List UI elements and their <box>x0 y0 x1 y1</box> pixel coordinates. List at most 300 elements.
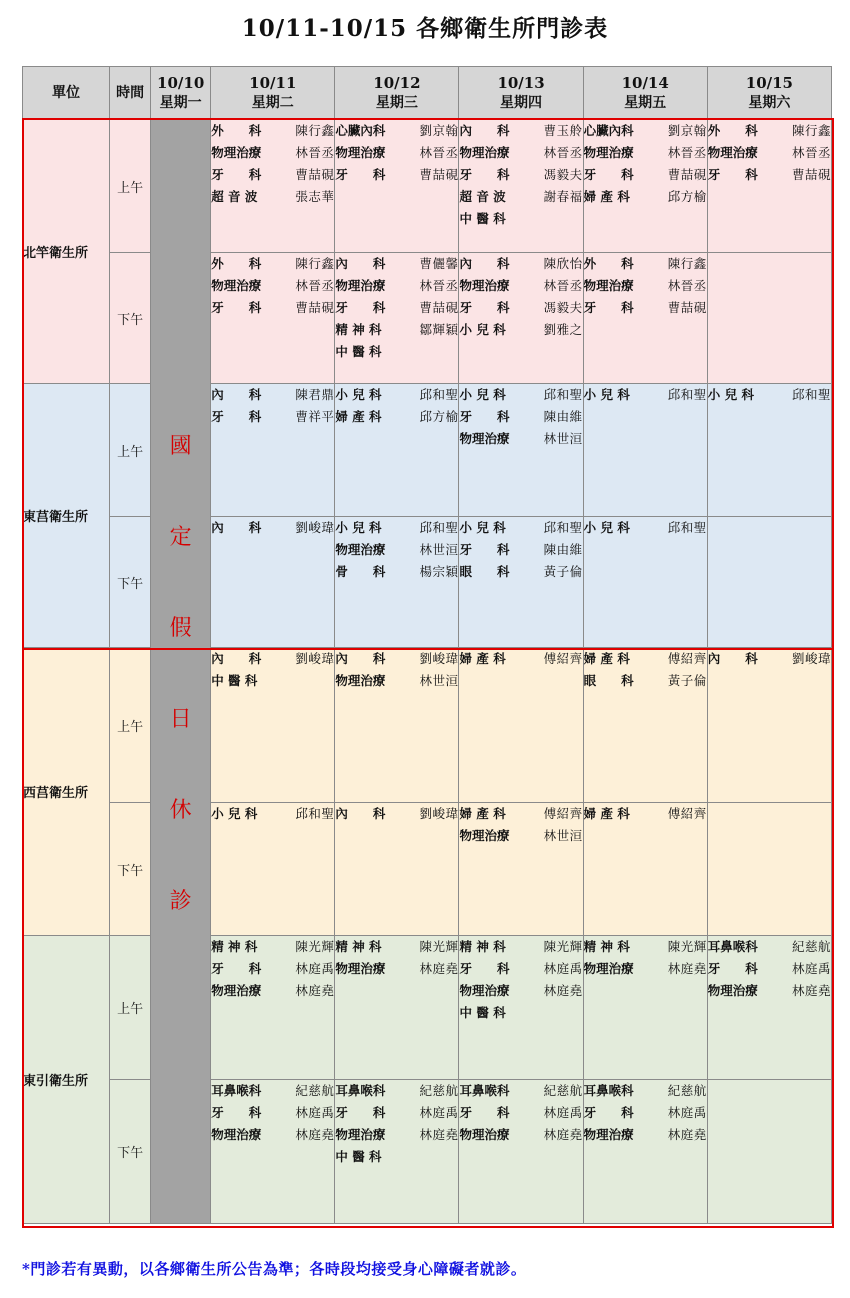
department: 耳鼻喉科 <box>583 1083 634 1098</box>
day-header: 10/11 星期二 <box>211 67 335 120</box>
page-title: 10/11-10/15 各鄉衛生所門診表 <box>241 15 609 42</box>
department: 小 兒 科 <box>583 387 630 402</box>
doctor-name: 傅紹齊 <box>543 651 583 666</box>
doctor-name: 紀慈航 <box>295 1083 335 1098</box>
clinic-entry <box>335 1080 458 1102</box>
schedule-cell <box>707 1080 831 1224</box>
clinic-entry <box>459 980 582 1002</box>
department: 內 科 <box>459 123 510 138</box>
time-slot: 下午 <box>110 253 151 384</box>
clinic-entry <box>211 648 334 670</box>
department: 牙 科 <box>335 300 386 315</box>
schedule-cell <box>707 648 831 803</box>
clinic-entry <box>211 275 334 297</box>
doctor-name: 劉京翰 <box>419 123 459 138</box>
schedule-cell <box>707 120 831 253</box>
doctor-name: 謝春福 <box>543 189 583 204</box>
schedule-cell <box>335 1080 459 1224</box>
department: 內 科 <box>335 256 386 271</box>
clinic-entry <box>584 384 707 406</box>
schedule-cell <box>707 803 831 936</box>
clinic-entry <box>459 406 582 428</box>
department: 牙 科 <box>211 409 262 424</box>
department: 婦 產 科 <box>335 409 382 424</box>
doctor-name: 林庭禹 <box>667 1105 707 1120</box>
schedule-row <box>23 253 832 384</box>
day-header: 10/15 星期六 <box>707 67 831 120</box>
doctor-name: 林庭禹 <box>295 961 335 976</box>
time-header: 時間 <box>110 67 151 120</box>
schedule-cell <box>583 120 707 253</box>
clinic-entry <box>335 958 458 980</box>
department: 牙 科 <box>459 961 510 976</box>
doctor-name: 邱和聖 <box>667 520 707 535</box>
department: 精 神 科 <box>583 939 630 954</box>
department: 骨 科 <box>335 564 386 579</box>
schedule-cell <box>583 1080 707 1224</box>
department: 中 醫 科 <box>335 344 382 359</box>
department: 內 科 <box>335 806 386 821</box>
department: 牙 科 <box>459 542 510 557</box>
department: 牙 科 <box>211 300 262 315</box>
doctor-name: 陳欣怡 <box>543 256 583 271</box>
clinic-entry <box>584 936 707 958</box>
department: 小 兒 科 <box>335 520 382 535</box>
schedule-cell <box>211 648 335 803</box>
doctor-name: 林庭禹 <box>543 1105 583 1120</box>
clinic-entry <box>335 539 458 561</box>
clinic-entry <box>459 208 582 230</box>
doctor-name: 林晉丞 <box>295 278 335 293</box>
clinic-entry <box>459 1124 582 1146</box>
doctor-name: 傅紹齊 <box>667 806 707 821</box>
department: 物理治療 <box>335 673 386 688</box>
clinic-entry <box>335 406 458 428</box>
doctor-name: 林晉丞 <box>543 278 583 293</box>
department: 精 神 科 <box>211 939 258 954</box>
doctor-name: 邱和聖 <box>791 387 831 402</box>
clinic-entry <box>708 936 831 958</box>
clinic-entry <box>708 958 831 980</box>
clinic-entry <box>459 1080 582 1102</box>
clinic-entry <box>584 120 707 142</box>
department: 婦 產 科 <box>583 651 630 666</box>
doctor-name: 林晉丞 <box>667 145 707 160</box>
unit-name: 北竿衛生所 <box>23 120 110 384</box>
doctor-name: 林庭堯 <box>295 983 335 998</box>
doctor-name: 林庭堯 <box>667 1127 707 1142</box>
clinic-entry <box>584 648 707 670</box>
department: 超 音 波 <box>459 189 506 204</box>
doctor-name: 劉峻瑋 <box>791 651 831 666</box>
clinic-entry <box>459 517 582 539</box>
department: 牙 科 <box>583 1105 634 1120</box>
clinic-entry <box>211 406 334 428</box>
clinic-entry <box>459 164 582 186</box>
holiday-char: 診 <box>169 888 192 914</box>
clinic-entry <box>459 539 582 561</box>
clinic-entry <box>211 297 334 319</box>
schedule-cell <box>707 517 831 648</box>
department: 婦 產 科 <box>459 651 506 666</box>
department: 外 科 <box>211 123 262 138</box>
clinic-entry <box>335 648 458 670</box>
time-slot: 下午 <box>110 803 151 936</box>
doctor-name: 曹喆硯 <box>295 167 335 182</box>
schedule-cell <box>335 936 459 1080</box>
doctor-name: 林庭堯 <box>543 1127 583 1142</box>
department: 物理治療 <box>335 1127 386 1142</box>
department: 眼 科 <box>459 564 510 579</box>
schedule-cell <box>707 384 831 517</box>
department: 牙 科 <box>335 167 386 182</box>
clinic-entry <box>708 120 831 142</box>
schedule-cell <box>583 253 707 384</box>
clinic-entry <box>335 275 458 297</box>
clinic-entry <box>211 1102 334 1124</box>
doctor-name: 紀慈航 <box>791 939 831 954</box>
department: 物理治療 <box>583 961 634 976</box>
time-slot: 上午 <box>110 936 151 1080</box>
clinic-entry <box>459 384 582 406</box>
department: 物理治療 <box>211 1127 262 1142</box>
department: 內 科 <box>459 256 510 271</box>
holiday-column <box>151 120 211 1224</box>
department: 小 兒 科 <box>459 387 506 402</box>
doctor-name: 劉峻瑋 <box>419 651 459 666</box>
schedule-row <box>23 648 832 803</box>
schedule-cell <box>459 253 583 384</box>
clinic-entry <box>459 428 582 450</box>
time-slot: 上午 <box>110 648 151 803</box>
clinic-entry <box>459 561 582 583</box>
doctor-name: 曹喆硯 <box>295 300 335 315</box>
time-slot: 下午 <box>110 1080 151 1224</box>
department: 物理治療 <box>459 828 510 843</box>
department: 物理治療 <box>583 278 634 293</box>
doctor-name: 陳行鑫 <box>791 123 831 138</box>
doctor-name: 邱和聖 <box>543 387 583 402</box>
doctor-name: 林晉丞 <box>419 278 459 293</box>
doctor-name: 紀慈航 <box>419 1083 459 1098</box>
doctor-name: 林世洹 <box>419 542 459 557</box>
doctor-name: 林晉丞 <box>295 145 335 160</box>
doctor-name: 陳君鼎 <box>295 387 335 402</box>
schedule-cell <box>459 517 583 648</box>
clinic-entry <box>459 253 582 275</box>
department: 牙 科 <box>583 167 634 182</box>
schedule-cell <box>335 517 459 648</box>
department: 心臟內科 <box>583 123 634 138</box>
clinic-entry <box>459 803 582 825</box>
doctor-name: 馮毅夫 <box>543 300 583 315</box>
department: 中 醫 科 <box>459 211 506 226</box>
holiday-char: 假 <box>169 615 192 641</box>
doctor-name: 邱和聖 <box>543 520 583 535</box>
department: 外 科 <box>583 256 634 271</box>
schedule-cell <box>335 253 459 384</box>
doctor-name: 邱和聖 <box>419 520 459 535</box>
clinic-entry <box>459 1102 582 1124</box>
clinic-entry <box>335 670 458 692</box>
clinic-entry <box>335 1124 458 1146</box>
doctor-name: 曹喆硯 <box>667 167 707 182</box>
clinic-entry <box>708 648 831 670</box>
schedule-cell <box>583 384 707 517</box>
schedule-cell <box>459 648 583 803</box>
clinic-entry <box>211 164 334 186</box>
clinic-entry <box>335 1102 458 1124</box>
department: 中 醫 科 <box>335 1149 382 1164</box>
doctor-name: 邱和聖 <box>295 806 335 821</box>
doctor-name: 曹喆硯 <box>791 167 831 182</box>
clinic-entry <box>335 319 458 341</box>
clinic-entry <box>211 142 334 164</box>
doctor-name: 陳行鑫 <box>667 256 707 271</box>
clinic-entry <box>211 120 334 142</box>
clinic-entry <box>211 936 334 958</box>
department: 小 兒 科 <box>459 322 506 337</box>
doctor-name: 黃子倫 <box>667 673 707 688</box>
schedule-cell <box>459 1080 583 1224</box>
schedule-row <box>23 120 832 253</box>
holiday-char: 定 <box>169 524 192 550</box>
doctor-name: 陳行鑫 <box>295 256 335 271</box>
clinic-entry <box>584 958 707 980</box>
clinic-entry <box>211 1080 334 1102</box>
department: 小 兒 科 <box>335 387 382 402</box>
department: 小 兒 科 <box>707 387 754 402</box>
doctor-name: 曹喆硯 <box>419 300 459 315</box>
department: 外 科 <box>211 256 262 271</box>
doctor-name: 林世洹 <box>543 431 583 446</box>
department: 精 神 科 <box>335 322 382 337</box>
department: 小 兒 科 <box>583 520 630 535</box>
schedule-cell <box>211 384 335 517</box>
doctor-name: 林晉丞 <box>543 145 583 160</box>
clinic-entry <box>459 120 582 142</box>
department: 內 科 <box>211 520 262 535</box>
clinic-entry <box>459 142 582 164</box>
doctor-name: 林庭禹 <box>543 961 583 976</box>
department: 物理治療 <box>459 145 510 160</box>
department: 耳鼻喉科 <box>211 1083 262 1098</box>
doctor-name: 林晉丞 <box>667 278 707 293</box>
schedule-cell <box>459 120 583 253</box>
schedule-cell <box>211 120 335 253</box>
doctor-name: 劉京翰 <box>667 123 707 138</box>
clinic-entry <box>584 517 707 539</box>
clinic-entry <box>459 936 582 958</box>
schedule-cell <box>707 936 831 1080</box>
schedule-cell <box>335 648 459 803</box>
schedule-cell <box>211 936 335 1080</box>
clinic-entry <box>335 253 458 275</box>
doctor-name: 林庭堯 <box>667 961 707 976</box>
department: 牙 科 <box>211 1105 262 1120</box>
doctor-name: 曹儷馨 <box>419 256 459 271</box>
doctor-name: 邱和聖 <box>419 387 459 402</box>
clinic-entry <box>335 120 458 142</box>
department: 牙 科 <box>583 300 634 315</box>
unit-header: 單位 <box>23 67 110 120</box>
clinic-entry <box>335 803 458 825</box>
time-slot: 下午 <box>110 517 151 648</box>
department: 牙 科 <box>707 167 758 182</box>
doctor-name: 陳光輝 <box>295 939 335 954</box>
department: 中 醫 科 <box>211 673 258 688</box>
header-row <box>23 67 832 120</box>
doctor-name: 邱和聖 <box>667 387 707 402</box>
doctor-name: 曹喆硯 <box>667 300 707 315</box>
schedule-row <box>23 384 832 517</box>
clinic-entry <box>459 825 582 847</box>
doctor-name: 鄒輝穎 <box>419 322 459 337</box>
doctor-name: 林庭禹 <box>419 1105 459 1120</box>
doctor-name: 馮毅夫 <box>543 167 583 182</box>
clinic-entry <box>584 1102 707 1124</box>
doctor-name: 紀慈航 <box>667 1083 707 1098</box>
schedule-cell <box>583 936 707 1080</box>
clinic-entry <box>211 670 334 692</box>
time-slot: 上午 <box>110 384 151 517</box>
department: 牙 科 <box>707 961 758 976</box>
doctor-name: 林晉丞 <box>419 145 459 160</box>
clinic-entry <box>584 1080 707 1102</box>
day-header: 10/10 星期一 <box>151 67 211 120</box>
doctor-name: 曹喆硯 <box>419 167 459 182</box>
doctor-name: 黃子倫 <box>543 564 583 579</box>
schedule-cell <box>211 253 335 384</box>
department: 精 神 科 <box>335 939 382 954</box>
department: 物理治療 <box>335 278 386 293</box>
department: 物理治療 <box>211 278 262 293</box>
department: 小 兒 科 <box>211 806 258 821</box>
schedule-cell <box>459 936 583 1080</box>
schedule-row <box>23 517 832 648</box>
department: 物理治療 <box>707 983 758 998</box>
doctor-name: 劉雅之 <box>543 322 583 337</box>
clinic-entry <box>459 297 582 319</box>
day-header: 10/14 星期五 <box>583 67 707 120</box>
clinic-entry <box>211 1124 334 1146</box>
doctor-name: 林世洹 <box>419 673 459 688</box>
department: 外 科 <box>707 123 758 138</box>
department: 內 科 <box>211 387 262 402</box>
doctor-name: 紀慈航 <box>543 1083 583 1098</box>
clinic-entry <box>335 164 458 186</box>
clinic-schedule-table <box>22 66 832 1224</box>
clinic-entry <box>211 803 334 825</box>
clinic-entry <box>211 253 334 275</box>
doctor-name: 林庭堯 <box>791 983 831 998</box>
department: 耳鼻喉科 <box>459 1083 510 1098</box>
schedule-cell <box>335 120 459 253</box>
clinic-entry <box>708 980 831 1002</box>
department: 耳鼻喉科 <box>707 939 758 954</box>
day-header: 10/13 星期四 <box>459 67 583 120</box>
clinic-entry <box>335 1146 458 1168</box>
department: 中 醫 科 <box>459 1005 506 1020</box>
clinic-entry <box>708 384 831 406</box>
department: 婦 產 科 <box>583 806 630 821</box>
doctor-name: 陳行鑫 <box>295 123 335 138</box>
schedule-cell <box>583 803 707 936</box>
clinic-entry <box>584 164 707 186</box>
clinic-entry <box>335 384 458 406</box>
schedule-cell <box>459 384 583 517</box>
clinic-entry <box>211 517 334 539</box>
department: 超 音 波 <box>211 189 258 204</box>
department: 物理治療 <box>335 961 386 976</box>
clinic-entry <box>584 142 707 164</box>
doctor-name: 陳由維 <box>543 409 583 424</box>
clinic-entry <box>584 253 707 275</box>
schedule-row <box>23 1080 832 1224</box>
doctor-name: 林世洹 <box>543 828 583 843</box>
department: 小 兒 科 <box>459 520 506 535</box>
clinic-entry <box>459 958 582 980</box>
department: 耳鼻喉科 <box>335 1083 386 1098</box>
doctor-name: 劉峻瑋 <box>419 806 459 821</box>
clinic-entry <box>584 297 707 319</box>
unit-name: 東引衛生所 <box>23 936 110 1224</box>
schedule-cell <box>211 517 335 648</box>
clinic-entry <box>335 936 458 958</box>
day-header: 10/12 星期三 <box>335 67 459 120</box>
unit-name: 西莒衛生所 <box>23 648 110 936</box>
clinic-entry <box>335 341 458 363</box>
unit-name: 東莒衛生所 <box>23 384 110 648</box>
doctor-name: 陳由維 <box>543 542 583 557</box>
department: 牙 科 <box>459 409 510 424</box>
doctor-name: 林庭堯 <box>543 983 583 998</box>
clinic-entry <box>459 1002 582 1024</box>
clinic-entry <box>584 803 707 825</box>
schedule-cell <box>583 517 707 648</box>
schedule-cell <box>335 803 459 936</box>
department: 精 神 科 <box>459 939 506 954</box>
doctor-name: 楊宗穎 <box>419 564 459 579</box>
doctor-name: 傅紹齊 <box>543 806 583 821</box>
doctor-name: 傅紹齊 <box>667 651 707 666</box>
clinic-entry <box>584 275 707 297</box>
schedule-cell <box>211 1080 335 1224</box>
department: 物理治療 <box>459 431 510 446</box>
department: 牙 科 <box>459 300 510 315</box>
holiday-char: 日 <box>169 706 192 732</box>
clinic-entry <box>211 958 334 980</box>
clinic-entry <box>335 517 458 539</box>
clinic-entry <box>335 561 458 583</box>
doctor-name: 林晉丞 <box>791 145 831 160</box>
doctor-name: 劉峻瑋 <box>295 651 335 666</box>
clinic-entry <box>459 275 582 297</box>
department: 內 科 <box>211 651 262 666</box>
department: 內 科 <box>335 651 386 666</box>
clinic-entry <box>335 297 458 319</box>
clinic-entry <box>335 142 458 164</box>
clinic-entry <box>211 384 334 406</box>
department: 物理治療 <box>459 983 510 998</box>
clinic-entry <box>584 186 707 208</box>
time-slot: 上午 <box>110 120 151 253</box>
holiday-char: 休 <box>169 797 192 823</box>
clinic-entry <box>584 1124 707 1146</box>
doctor-name: 林庭堯 <box>419 961 459 976</box>
doctor-name: 邱方榆 <box>419 409 459 424</box>
department: 物理治療 <box>459 278 510 293</box>
